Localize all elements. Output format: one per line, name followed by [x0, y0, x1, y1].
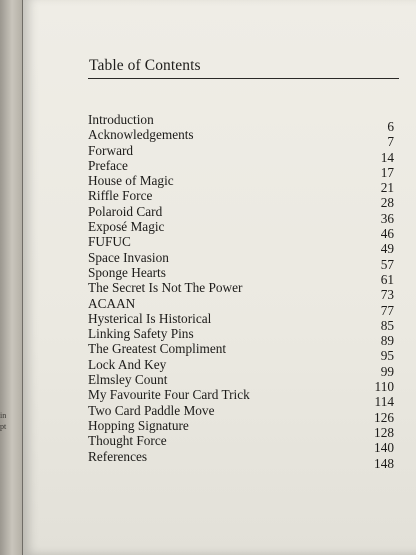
toc-entry-title: My Favourite Four Card Trick [88, 387, 250, 403]
toc-entry-page: 17 [380, 164, 394, 180]
heading-rule [88, 78, 399, 79]
toc-entry-page: 14 [380, 149, 394, 165]
toc-entry-title: References [88, 448, 148, 464]
toc-entry-page: 7 [387, 134, 394, 150]
toc-heading: Table of Contents [89, 57, 201, 74]
toc-entry-title: Elmsley Count [88, 372, 168, 388]
toc-entry-title: Forward [88, 142, 134, 158]
toc-entry-title: Riffle Force [88, 188, 153, 204]
toc-entry-title: Lock And Key [88, 356, 167, 372]
left-page-text-fragment: pt [0, 422, 7, 431]
toc-entry-page: 99 [380, 363, 394, 379]
toc-entry-title: Sponge Hearts [88, 264, 166, 280]
toc-entry-title: ACAAN [88, 295, 136, 311]
toc-entry-page: 6 [387, 119, 394, 134]
toc-entry-page: 49 [380, 241, 394, 257]
toc-entry-title: Space Invasion [88, 249, 169, 265]
toc-entry-page: 36 [380, 210, 394, 226]
toc-entry-title: Polaroid Card [88, 203, 163, 219]
toc-entry-page: 73 [380, 287, 394, 303]
toc-entry-title: Exposé Magic [88, 219, 165, 235]
toc-entry-title: Acknowledgements [88, 127, 194, 143]
toc-entry-title: Hysterical Is Historical [88, 310, 212, 326]
toc-entry-page: 148 [374, 455, 394, 471]
toc-entry-page: 114 [374, 394, 394, 410]
toc-entry-page: 128 [374, 424, 394, 440]
toc-entry-page: 110 [374, 379, 394, 395]
toc-entry-title: Preface [88, 157, 128, 173]
toc-entry-title: Two Card Paddle Move [88, 402, 215, 418]
toc-entry-page: 46 [380, 226, 394, 242]
toc-entry-page: 95 [380, 348, 394, 364]
toc-list [88, 112, 394, 471]
toc-entry-page: 140 [374, 440, 394, 456]
toc-entry-page: 77 [380, 302, 394, 318]
left-page-text-fragment: in [0, 411, 7, 420]
toc-entry-page: 61 [380, 271, 394, 287]
book-page [23, 0, 416, 555]
toc-entry-title: Linking Safety Pins [88, 326, 194, 342]
toc-entry-title: House of Magic [88, 173, 174, 189]
toc-entry-page: 126 [374, 409, 394, 425]
toc-entry-page: 57 [380, 256, 394, 272]
toc-entry-title: The Secret Is Not The Power [88, 280, 243, 296]
toc-entry-title: Thought Force [88, 433, 167, 449]
left-page-edge [0, 0, 23, 555]
toc-entry-title: Introduction [88, 112, 154, 127]
toc-entry-page: 89 [380, 333, 394, 349]
toc-entry-page: 85 [380, 317, 394, 333]
toc-entry-title: Hopping Signature [88, 417, 189, 433]
toc-entry-title: FUFUC [88, 234, 131, 250]
toc-entry-title: The Greatest Compliment [88, 341, 227, 357]
toc-entry-page: 28 [380, 195, 394, 211]
toc-entry [88, 112, 394, 134]
toc-entry-page: 21 [380, 180, 394, 196]
